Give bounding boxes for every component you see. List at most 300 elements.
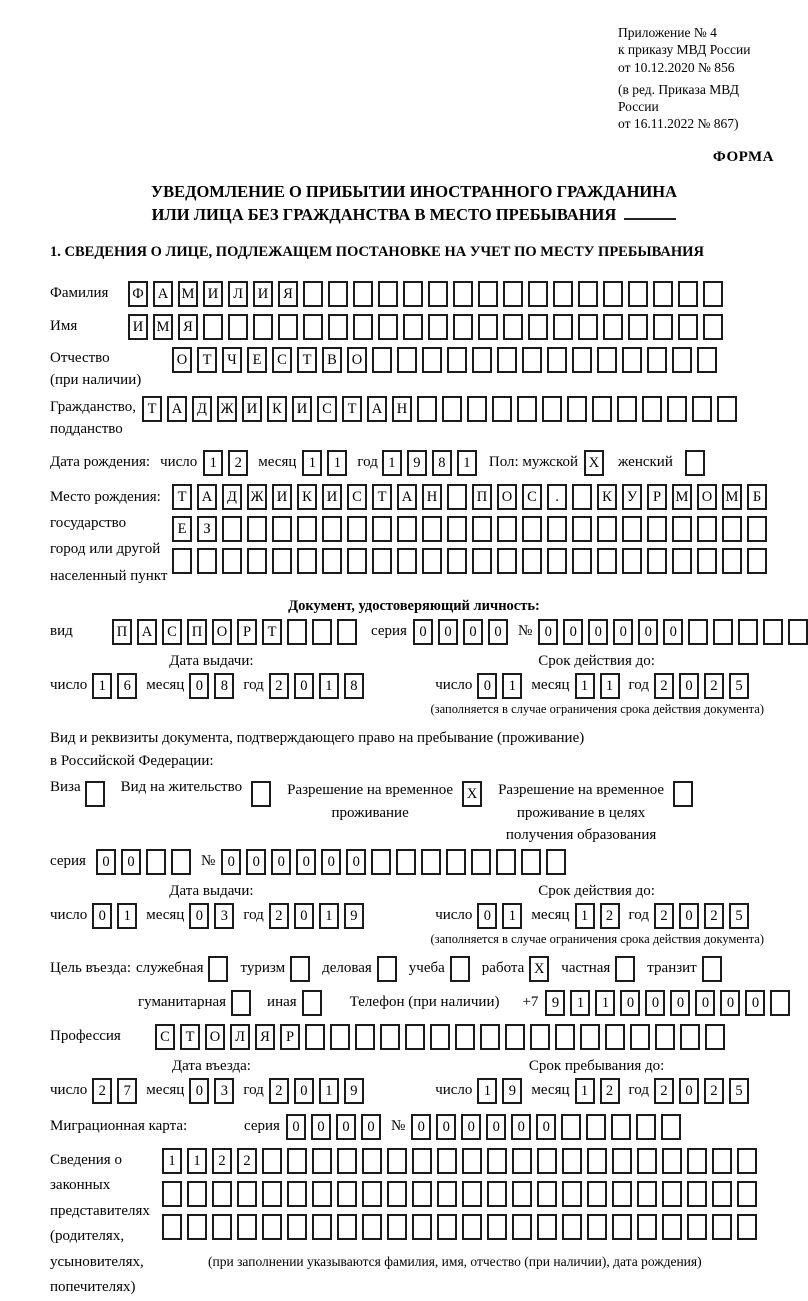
- char-box[interactable]: А: [153, 281, 173, 307]
- char-box[interactable]: [353, 281, 373, 307]
- char-box[interactable]: 0: [436, 1114, 456, 1140]
- char-box[interactable]: [697, 347, 717, 373]
- char-box[interactable]: Е: [247, 347, 267, 373]
- char-box[interactable]: Т: [342, 396, 362, 422]
- char-box[interactable]: [378, 314, 398, 340]
- char-box[interactable]: 0: [679, 673, 699, 699]
- char-box[interactable]: И: [242, 396, 262, 422]
- char-box[interactable]: [197, 548, 217, 574]
- char-box[interactable]: [528, 314, 548, 340]
- char-box[interactable]: 0: [663, 619, 683, 645]
- char-box[interactable]: 2: [269, 673, 289, 699]
- char-box[interactable]: [478, 314, 498, 340]
- char-box[interactable]: И: [253, 281, 273, 307]
- char-box[interactable]: [328, 314, 348, 340]
- char-box[interactable]: [547, 516, 567, 542]
- char-box[interactable]: [512, 1214, 532, 1240]
- char-box[interactable]: 1: [477, 1078, 497, 1104]
- char-box[interactable]: [447, 347, 467, 373]
- char-box[interactable]: [437, 1181, 457, 1207]
- char-box[interactable]: 0: [294, 903, 314, 929]
- char-box[interactable]: 0: [613, 619, 633, 645]
- char-box[interactable]: М: [178, 281, 198, 307]
- char-box[interactable]: [203, 314, 223, 340]
- char-box[interactable]: [497, 548, 517, 574]
- char-box[interactable]: 1: [502, 903, 522, 929]
- char-box[interactable]: [661, 1114, 681, 1140]
- char-box[interactable]: [505, 1024, 525, 1050]
- char-box[interactable]: С: [162, 619, 182, 645]
- char-box[interactable]: [687, 1148, 707, 1174]
- char-box[interactable]: 8: [344, 673, 364, 699]
- char-box[interactable]: [653, 314, 673, 340]
- char-box[interactable]: [512, 1148, 532, 1174]
- char-box[interactable]: [503, 281, 523, 307]
- char-box[interactable]: [262, 1181, 282, 1207]
- char-box[interactable]: 0: [536, 1114, 556, 1140]
- char-box[interactable]: 1: [502, 673, 522, 699]
- char-box[interactable]: [172, 548, 192, 574]
- char-box[interactable]: А: [197, 484, 217, 510]
- char-box[interactable]: [642, 396, 662, 422]
- char-box[interactable]: [422, 548, 442, 574]
- char-box[interactable]: [396, 849, 416, 875]
- char-box[interactable]: [738, 619, 758, 645]
- char-box[interactable]: А: [167, 396, 187, 422]
- char-box[interactable]: [312, 1181, 332, 1207]
- char-box[interactable]: 2: [237, 1148, 257, 1174]
- char-box[interactable]: [372, 548, 392, 574]
- char-box[interactable]: [353, 314, 373, 340]
- char-box[interactable]: [612, 1148, 632, 1174]
- char-box[interactable]: [287, 1148, 307, 1174]
- char-box[interactable]: [712, 1181, 732, 1207]
- char-box[interactable]: Б: [747, 484, 767, 510]
- char-box[interactable]: [587, 1181, 607, 1207]
- char-box[interactable]: 0: [346, 849, 366, 875]
- char-box[interactable]: 3: [214, 903, 234, 929]
- char-box[interactable]: [597, 548, 617, 574]
- char-box[interactable]: [287, 1181, 307, 1207]
- char-box[interactable]: [622, 548, 642, 574]
- char-box[interactable]: [561, 1114, 581, 1140]
- char-box[interactable]: [237, 1181, 257, 1207]
- char-box[interactable]: [412, 1148, 432, 1174]
- char-box[interactable]: [578, 314, 598, 340]
- char-box[interactable]: [412, 1181, 432, 1207]
- char-box[interactable]: [347, 548, 367, 574]
- char-box[interactable]: [592, 396, 612, 422]
- char-box[interactable]: [692, 396, 712, 422]
- char-box[interactable]: [380, 1024, 400, 1050]
- char-box[interactable]: Р: [647, 484, 667, 510]
- char-box[interactable]: [446, 849, 466, 875]
- char-box[interactable]: О: [172, 347, 192, 373]
- char-box[interactable]: [328, 281, 348, 307]
- char-box[interactable]: 1: [117, 903, 137, 929]
- char-box[interactable]: 0: [221, 849, 241, 875]
- char-box[interactable]: 1: [457, 450, 477, 476]
- char-box[interactable]: [537, 1214, 557, 1240]
- char-box[interactable]: [371, 849, 391, 875]
- char-box[interactable]: 1: [382, 450, 402, 476]
- char-box[interactable]: 0: [121, 849, 141, 875]
- char-box[interactable]: 0: [720, 990, 740, 1016]
- char-box[interactable]: [537, 1181, 557, 1207]
- char-box[interactable]: [272, 516, 292, 542]
- char-box[interactable]: [637, 1214, 657, 1240]
- char-box[interactable]: [421, 849, 441, 875]
- char-box[interactable]: 1: [302, 450, 322, 476]
- char-box[interactable]: [530, 1024, 550, 1050]
- char-box[interactable]: У: [622, 484, 642, 510]
- char-box[interactable]: [312, 619, 332, 645]
- char-box[interactable]: 7: [117, 1078, 137, 1104]
- char-box[interactable]: [222, 548, 242, 574]
- char-box[interactable]: [305, 1024, 325, 1050]
- char-box[interactable]: [462, 1214, 482, 1240]
- char-box[interactable]: С: [347, 484, 367, 510]
- char-box[interactable]: [637, 1181, 657, 1207]
- char-box[interactable]: [680, 1024, 700, 1050]
- char-box[interactable]: [647, 548, 667, 574]
- char-box[interactable]: [528, 281, 548, 307]
- char-box[interactable]: Д: [222, 484, 242, 510]
- char-box[interactable]: 0: [294, 1078, 314, 1104]
- char-box[interactable]: [428, 314, 448, 340]
- char-box[interactable]: [162, 1181, 182, 1207]
- char-box[interactable]: [628, 314, 648, 340]
- char-box[interactable]: [553, 281, 573, 307]
- char-box[interactable]: А: [137, 619, 157, 645]
- char-box[interactable]: [422, 347, 442, 373]
- char-box[interactable]: [447, 516, 467, 542]
- char-box[interactable]: [171, 849, 191, 875]
- char-box[interactable]: [462, 1148, 482, 1174]
- char-box[interactable]: [467, 396, 487, 422]
- char-box[interactable]: [437, 1214, 457, 1240]
- char-box[interactable]: 9: [407, 450, 427, 476]
- char-box[interactable]: 0: [294, 673, 314, 699]
- char-box[interactable]: [555, 1024, 575, 1050]
- char-box[interactable]: [572, 347, 592, 373]
- char-box[interactable]: 0: [361, 1114, 381, 1140]
- char-box[interactable]: Ж: [217, 396, 237, 422]
- purpose-option-checkbox-0[interactable]: [208, 956, 228, 982]
- char-box[interactable]: 2: [269, 903, 289, 929]
- char-box[interactable]: [672, 347, 692, 373]
- char-box[interactable]: [522, 516, 542, 542]
- purpose-option-checkbox-1[interactable]: [290, 956, 310, 982]
- char-box[interactable]: [355, 1024, 375, 1050]
- char-box[interactable]: [628, 281, 648, 307]
- char-box[interactable]: О: [212, 619, 232, 645]
- char-box[interactable]: [297, 516, 317, 542]
- char-box[interactable]: [337, 1181, 357, 1207]
- char-box[interactable]: М: [722, 484, 742, 510]
- char-box[interactable]: [487, 1181, 507, 1207]
- char-box[interactable]: 1: [319, 1078, 339, 1104]
- char-box[interactable]: 0: [538, 619, 558, 645]
- char-box[interactable]: [405, 1024, 425, 1050]
- char-box[interactable]: [447, 548, 467, 574]
- char-box[interactable]: 0: [246, 849, 266, 875]
- char-box[interactable]: [297, 548, 317, 574]
- residence-permit-checkbox[interactable]: [251, 781, 271, 807]
- char-box[interactable]: 2: [654, 673, 674, 699]
- char-box[interactable]: [322, 516, 342, 542]
- char-box[interactable]: [312, 1148, 332, 1174]
- char-box[interactable]: [503, 314, 523, 340]
- char-box[interactable]: 1: [319, 673, 339, 699]
- char-box[interactable]: [496, 849, 516, 875]
- char-box[interactable]: 0: [563, 619, 583, 645]
- temp-residence-checkbox[interactable]: X: [462, 781, 482, 807]
- char-box[interactable]: [512, 1181, 532, 1207]
- char-box[interactable]: [587, 1214, 607, 1240]
- char-box[interactable]: [422, 516, 442, 542]
- char-box[interactable]: 5: [729, 903, 749, 929]
- char-box[interactable]: [553, 314, 573, 340]
- temp-residence-education-checkbox[interactable]: [673, 781, 693, 807]
- char-box[interactable]: С: [522, 484, 542, 510]
- char-box[interactable]: [472, 516, 492, 542]
- purpose-option-checkbox-8[interactable]: [302, 990, 322, 1016]
- visa-checkbox[interactable]: [85, 781, 105, 807]
- char-box[interactable]: 0: [695, 990, 715, 1016]
- char-box[interactable]: [703, 314, 723, 340]
- char-box[interactable]: 2: [704, 1078, 724, 1104]
- char-box[interactable]: [687, 1181, 707, 1207]
- char-box[interactable]: [337, 1214, 357, 1240]
- char-box[interactable]: [713, 619, 733, 645]
- char-box[interactable]: [480, 1024, 500, 1050]
- purpose-option-checkbox-3[interactable]: [450, 956, 470, 982]
- char-box[interactable]: [722, 516, 742, 542]
- char-box[interactable]: [287, 1214, 307, 1240]
- char-box[interactable]: 2: [654, 1078, 674, 1104]
- char-box[interactable]: Я: [178, 314, 198, 340]
- char-box[interactable]: [212, 1214, 232, 1240]
- char-box[interactable]: [547, 548, 567, 574]
- purpose-option-checkbox-4[interactable]: X: [529, 956, 549, 982]
- char-box[interactable]: [603, 281, 623, 307]
- char-box[interactable]: [412, 1214, 432, 1240]
- char-box[interactable]: [253, 314, 273, 340]
- char-box[interactable]: 1: [203, 450, 223, 476]
- char-box[interactable]: [667, 396, 687, 422]
- char-box[interactable]: 0: [286, 1114, 306, 1140]
- char-box[interactable]: 2: [92, 1078, 112, 1104]
- char-box[interactable]: [747, 548, 767, 574]
- char-box[interactable]: [662, 1214, 682, 1240]
- char-box[interactable]: [587, 1148, 607, 1174]
- char-box[interactable]: 1: [570, 990, 590, 1016]
- char-box[interactable]: 0: [486, 1114, 506, 1140]
- char-box[interactable]: 0: [321, 849, 341, 875]
- char-box[interactable]: 0: [588, 619, 608, 645]
- char-box[interactable]: Т: [142, 396, 162, 422]
- char-box[interactable]: [387, 1181, 407, 1207]
- char-box[interactable]: 0: [670, 990, 690, 1016]
- char-box[interactable]: [387, 1148, 407, 1174]
- char-box[interactable]: 9: [545, 990, 565, 1016]
- char-box[interactable]: [672, 516, 692, 542]
- char-box[interactable]: 0: [638, 619, 658, 645]
- char-box[interactable]: [521, 849, 541, 875]
- char-box[interactable]: 0: [336, 1114, 356, 1140]
- char-box[interactable]: [262, 1214, 282, 1240]
- char-box[interactable]: [187, 1181, 207, 1207]
- char-box[interactable]: С: [155, 1024, 175, 1050]
- char-box[interactable]: [603, 314, 623, 340]
- char-box[interactable]: [228, 314, 248, 340]
- char-box[interactable]: [322, 548, 342, 574]
- purpose-option-checkbox-5[interactable]: [615, 956, 635, 982]
- char-box[interactable]: [572, 548, 592, 574]
- char-box[interactable]: [547, 347, 567, 373]
- char-box[interactable]: Р: [280, 1024, 300, 1050]
- char-box[interactable]: [522, 347, 542, 373]
- char-box[interactable]: Т: [180, 1024, 200, 1050]
- char-box[interactable]: [462, 1181, 482, 1207]
- char-box[interactable]: [612, 1214, 632, 1240]
- char-box[interactable]: 0: [679, 903, 699, 929]
- char-box[interactable]: [578, 281, 598, 307]
- char-box[interactable]: [737, 1148, 757, 1174]
- char-box[interactable]: 9: [344, 1078, 364, 1104]
- char-box[interactable]: [453, 314, 473, 340]
- char-box[interactable]: [517, 396, 537, 422]
- char-box[interactable]: [655, 1024, 675, 1050]
- char-box[interactable]: [437, 1148, 457, 1174]
- char-box[interactable]: 2: [269, 1078, 289, 1104]
- char-box[interactable]: Ф: [128, 281, 148, 307]
- char-box[interactable]: 0: [745, 990, 765, 1016]
- char-box[interactable]: [567, 396, 587, 422]
- char-box[interactable]: [672, 548, 692, 574]
- char-box[interactable]: 9: [502, 1078, 522, 1104]
- char-box[interactable]: И: [292, 396, 312, 422]
- char-box[interactable]: О: [347, 347, 367, 373]
- char-box[interactable]: 5: [729, 673, 749, 699]
- char-box[interactable]: 1: [575, 903, 595, 929]
- char-box[interactable]: М: [672, 484, 692, 510]
- char-box[interactable]: [737, 1214, 757, 1240]
- char-box[interactable]: [562, 1214, 582, 1240]
- char-box[interactable]: 2: [654, 903, 674, 929]
- char-box[interactable]: [562, 1181, 582, 1207]
- char-box[interactable]: [580, 1024, 600, 1050]
- char-box[interactable]: А: [397, 484, 417, 510]
- char-box[interactable]: [403, 281, 423, 307]
- char-box[interactable]: 0: [679, 1078, 699, 1104]
- char-box[interactable]: 8: [214, 673, 234, 699]
- char-box[interactable]: Т: [172, 484, 192, 510]
- char-box[interactable]: [562, 1148, 582, 1174]
- char-box[interactable]: [330, 1024, 350, 1050]
- char-box[interactable]: 2: [600, 1078, 620, 1104]
- char-box[interactable]: А: [367, 396, 387, 422]
- char-box[interactable]: 1: [319, 903, 339, 929]
- char-box[interactable]: [222, 516, 242, 542]
- char-box[interactable]: 1: [92, 673, 112, 699]
- char-box[interactable]: [636, 1114, 656, 1140]
- char-box[interactable]: [662, 1181, 682, 1207]
- char-box[interactable]: [303, 314, 323, 340]
- char-box[interactable]: К: [597, 484, 617, 510]
- char-box[interactable]: [403, 314, 423, 340]
- char-box[interactable]: 2: [704, 903, 724, 929]
- char-box[interactable]: [442, 396, 462, 422]
- char-box[interactable]: [697, 548, 717, 574]
- char-box[interactable]: [471, 849, 491, 875]
- char-box[interactable]: [617, 396, 637, 422]
- char-box[interactable]: 0: [311, 1114, 331, 1140]
- char-box[interactable]: [247, 548, 267, 574]
- char-box[interactable]: [647, 347, 667, 373]
- char-box[interactable]: 2: [228, 450, 248, 476]
- char-box[interactable]: Ж: [247, 484, 267, 510]
- char-box[interactable]: 0: [438, 619, 458, 645]
- gender-female-checkbox[interactable]: [685, 450, 705, 476]
- char-box[interactable]: О: [697, 484, 717, 510]
- char-box[interactable]: П: [112, 619, 132, 645]
- char-box[interactable]: И: [203, 281, 223, 307]
- char-box[interactable]: [187, 1214, 207, 1240]
- char-box[interactable]: [688, 619, 708, 645]
- char-box[interactable]: Т: [262, 619, 282, 645]
- char-box[interactable]: Ч: [222, 347, 242, 373]
- char-box[interactable]: [678, 281, 698, 307]
- char-box[interactable]: [705, 1024, 725, 1050]
- char-box[interactable]: [312, 1214, 332, 1240]
- char-box[interactable]: [478, 281, 498, 307]
- char-box[interactable]: 6: [117, 673, 137, 699]
- char-box[interactable]: Н: [422, 484, 442, 510]
- char-box[interactable]: [788, 619, 808, 645]
- char-box[interactable]: О: [497, 484, 517, 510]
- char-box[interactable]: 0: [620, 990, 640, 1016]
- char-box[interactable]: 0: [189, 673, 209, 699]
- char-box[interactable]: М: [153, 314, 173, 340]
- char-box[interactable]: [712, 1148, 732, 1174]
- char-box[interactable]: [428, 281, 448, 307]
- char-box[interactable]: [417, 396, 437, 422]
- char-box[interactable]: 0: [411, 1114, 431, 1140]
- char-box[interactable]: [362, 1148, 382, 1174]
- char-box[interactable]: Р: [237, 619, 257, 645]
- char-box[interactable]: [622, 516, 642, 542]
- char-box[interactable]: [622, 347, 642, 373]
- char-box[interactable]: П: [472, 484, 492, 510]
- char-box[interactable]: [605, 1024, 625, 1050]
- char-box[interactable]: Е: [172, 516, 192, 542]
- char-box[interactable]: 0: [189, 1078, 209, 1104]
- char-box[interactable]: С: [317, 396, 337, 422]
- char-box[interactable]: 2: [212, 1148, 232, 1174]
- char-box[interactable]: [522, 548, 542, 574]
- char-box[interactable]: [472, 347, 492, 373]
- char-box[interactable]: И: [128, 314, 148, 340]
- char-box[interactable]: [612, 1181, 632, 1207]
- char-box[interactable]: [372, 516, 392, 542]
- char-box[interactable]: [717, 396, 737, 422]
- char-box[interactable]: [387, 1214, 407, 1240]
- char-box[interactable]: [662, 1148, 682, 1174]
- char-box[interactable]: 0: [189, 903, 209, 929]
- char-box[interactable]: [337, 619, 357, 645]
